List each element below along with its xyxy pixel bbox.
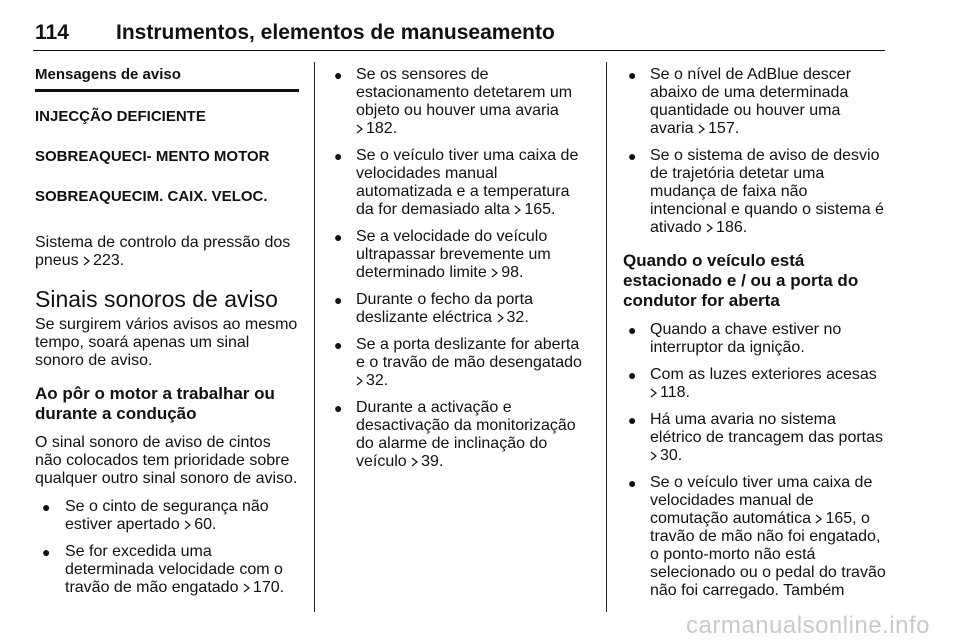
page-reference[interactable]	[411, 453, 443, 470]
column-middle	[329, 66, 591, 480]
bullet-icon: ●	[628, 412, 637, 428]
list-item-text: Se o cinto de segurança não estiver apertado	[65, 498, 269, 533]
bullet-icon: ●	[334, 148, 343, 164]
list-item-text: Se os sensores de estacionamento detetarem um objeto ou houver uma avaria	[356, 66, 573, 119]
reference-page: 30.	[660, 447, 683, 464]
page-reference[interactable]	[83, 252, 124, 269]
list-item	[329, 147, 591, 219]
bullet-icon: ●	[334, 400, 343, 416]
column-left	[35, 66, 299, 606]
bullet-icon: ●	[42, 544, 51, 560]
list-item	[329, 228, 591, 282]
section-label: Mensagens de aviso	[35, 66, 299, 92]
reference-arrow-icon	[83, 256, 90, 266]
page-reference[interactable]	[514, 201, 555, 218]
list-item-text: Se o veículo tiver uma caixa de velocidades manual de comutação automática	[650, 474, 873, 527]
list-item-text: Com as luzes exteriores acesas	[650, 366, 877, 383]
page-reference[interactable]	[650, 447, 682, 464]
list-item	[35, 543, 299, 597]
list-item	[623, 366, 887, 402]
reference-page: 39.	[421, 453, 444, 470]
list-item-text: Há uma avaria no sistema elétrico de trancagem das portas	[650, 411, 884, 446]
list-item	[623, 474, 887, 600]
paragraph: O sinal sonoro de aviso de cintos não colocados tem prioridade sobre qualquer outro sinal sonoro de aviso.	[35, 434, 298, 487]
page-reference[interactable]	[184, 516, 216, 533]
bullet-icon: ●	[628, 148, 637, 164]
warning-message: SOBREAQUECIM. CAIX. VELOC.	[35, 188, 268, 205]
column-right	[623, 66, 887, 609]
bullet-icon: ●	[334, 229, 343, 245]
page-reference[interactable]	[698, 120, 739, 137]
page-reference[interactable]	[497, 309, 529, 326]
page-reference[interactable]	[815, 510, 856, 527]
paragraph: Se surgirem vários avisos ao mesmo tempo, soará apenas um sinal sonoro de aviso.	[35, 316, 298, 369]
bullet-icon: ●	[42, 499, 51, 515]
list-item-text: Se o nível de AdBlue descer abaixo de uma determinada quantidade ou houver uma avaria	[650, 66, 852, 137]
page-reference[interactable]	[491, 264, 523, 281]
list-item-text: Se for excedida uma determinada velocidade com o travão de mão engatado	[65, 543, 283, 596]
reference-page: 165.	[524, 201, 556, 218]
list-item-text: Se a porta deslizante for aberta e o travão de mão desengatado	[356, 336, 582, 371]
bullet-list	[623, 66, 887, 237]
reference-page: 223.	[93, 252, 125, 269]
page-reference[interactable]	[356, 372, 388, 389]
reference-arrow-icon	[698, 124, 705, 134]
list-item	[623, 147, 887, 237]
bullet-list	[35, 498, 299, 597]
reference-arrow-icon	[706, 223, 713, 233]
reference-arrow-icon	[815, 514, 822, 524]
list-item-text: Se o sistema de aviso de desvio de trajetória detetar uma mudança de faixa não intencional e quando o sistema é ativado	[650, 147, 884, 236]
bullet-icon: ●	[334, 292, 343, 308]
list-item	[35, 498, 299, 534]
page-number: 114	[35, 21, 69, 44]
reference-arrow-icon	[184, 520, 191, 530]
subsection-heading: Ao pôr o motor a trabalhar ou durante a condução	[35, 384, 275, 423]
bullet-icon: ●	[334, 67, 343, 83]
list-item-text: Durante o fecho da porta deslizante eléctrica	[356, 291, 534, 326]
reference-arrow-icon	[356, 124, 363, 134]
chapter-title: Instrumentos, elementos de manuseamento	[116, 21, 555, 44]
reference-page: 165,	[825, 510, 857, 527]
reference-arrow-icon	[491, 268, 498, 278]
warning-message: INJECÇÃO DEFICIENTE	[35, 108, 206, 125]
reference-arrow-icon	[650, 451, 657, 461]
reference-arrow-icon	[650, 388, 657, 398]
list-item	[623, 321, 887, 357]
reference-page: 98.	[501, 264, 524, 281]
bullet-icon: ●	[628, 367, 637, 383]
list-item	[329, 399, 591, 471]
reference-arrow-icon	[514, 205, 521, 215]
list-item	[623, 411, 887, 465]
column-divider-left	[314, 62, 315, 612]
list-item-text-continued: o travão de mão não foi engatado, o ponto-morto não está selecionado ou o pedal do travão não foi carregado. Também	[650, 510, 886, 599]
page-header	[33, 10, 885, 51]
warning-message: SOBREAQUECI- MENTO MOTOR	[35, 148, 270, 165]
reference-page: 60.	[194, 516, 217, 533]
list-item	[623, 66, 887, 138]
subsection-heading: Quando o veículo está estacionado e / ou a porta do condutor for aberta	[623, 251, 859, 310]
bullet-icon: ●	[334, 337, 343, 353]
reference-arrow-icon	[356, 376, 363, 386]
column-divider-right	[606, 62, 607, 612]
section-heading: Sinais sonoros de aviso	[35, 286, 278, 312]
reference-page: 182.	[366, 120, 398, 137]
bullet-list	[329, 66, 591, 471]
page-reference[interactable]	[706, 219, 747, 236]
page-reference[interactable]	[243, 579, 284, 596]
reference-page: 118.	[660, 384, 690, 401]
list-item-text: Quando a chave estiver no interruptor da ignição.	[650, 321, 842, 356]
reference-arrow-icon	[497, 313, 504, 323]
bullet-list	[623, 321, 887, 600]
reference-arrow-icon	[411, 457, 418, 467]
bullet-icon: ●	[628, 475, 637, 491]
list-item	[329, 66, 591, 138]
watermark: carmanualsonline.info	[686, 612, 930, 639]
bullet-icon: ●	[628, 322, 637, 338]
list-item	[329, 336, 591, 390]
reference-arrow-icon	[243, 583, 250, 593]
list-item-text: Durante a activação e desactivação da monitorização do alarme de inclinação do veículo	[356, 399, 576, 470]
reference-page: 186.	[716, 219, 748, 236]
list-item-text: Se o veículo tiver uma caixa de velocidades manual automatizada e a temperatura da for demasiado alta	[356, 147, 579, 218]
list-item	[329, 291, 591, 327]
paragraph-text: Sistema de controlo da pressão dos pneus	[35, 234, 291, 269]
page-reference[interactable]	[356, 120, 397, 137]
reference-page: 157.	[708, 120, 740, 137]
page-reference[interactable]	[650, 384, 690, 401]
reference-page: 32.	[506, 309, 529, 326]
list-item-text: Se a velocidade do veículo ultrapassar brevemente um determinado limite	[356, 228, 551, 281]
paragraph	[35, 234, 299, 270]
reference-page: 32.	[366, 372, 389, 389]
bullet-icon: ●	[628, 67, 637, 83]
reference-page: 170.	[252, 579, 285, 596]
